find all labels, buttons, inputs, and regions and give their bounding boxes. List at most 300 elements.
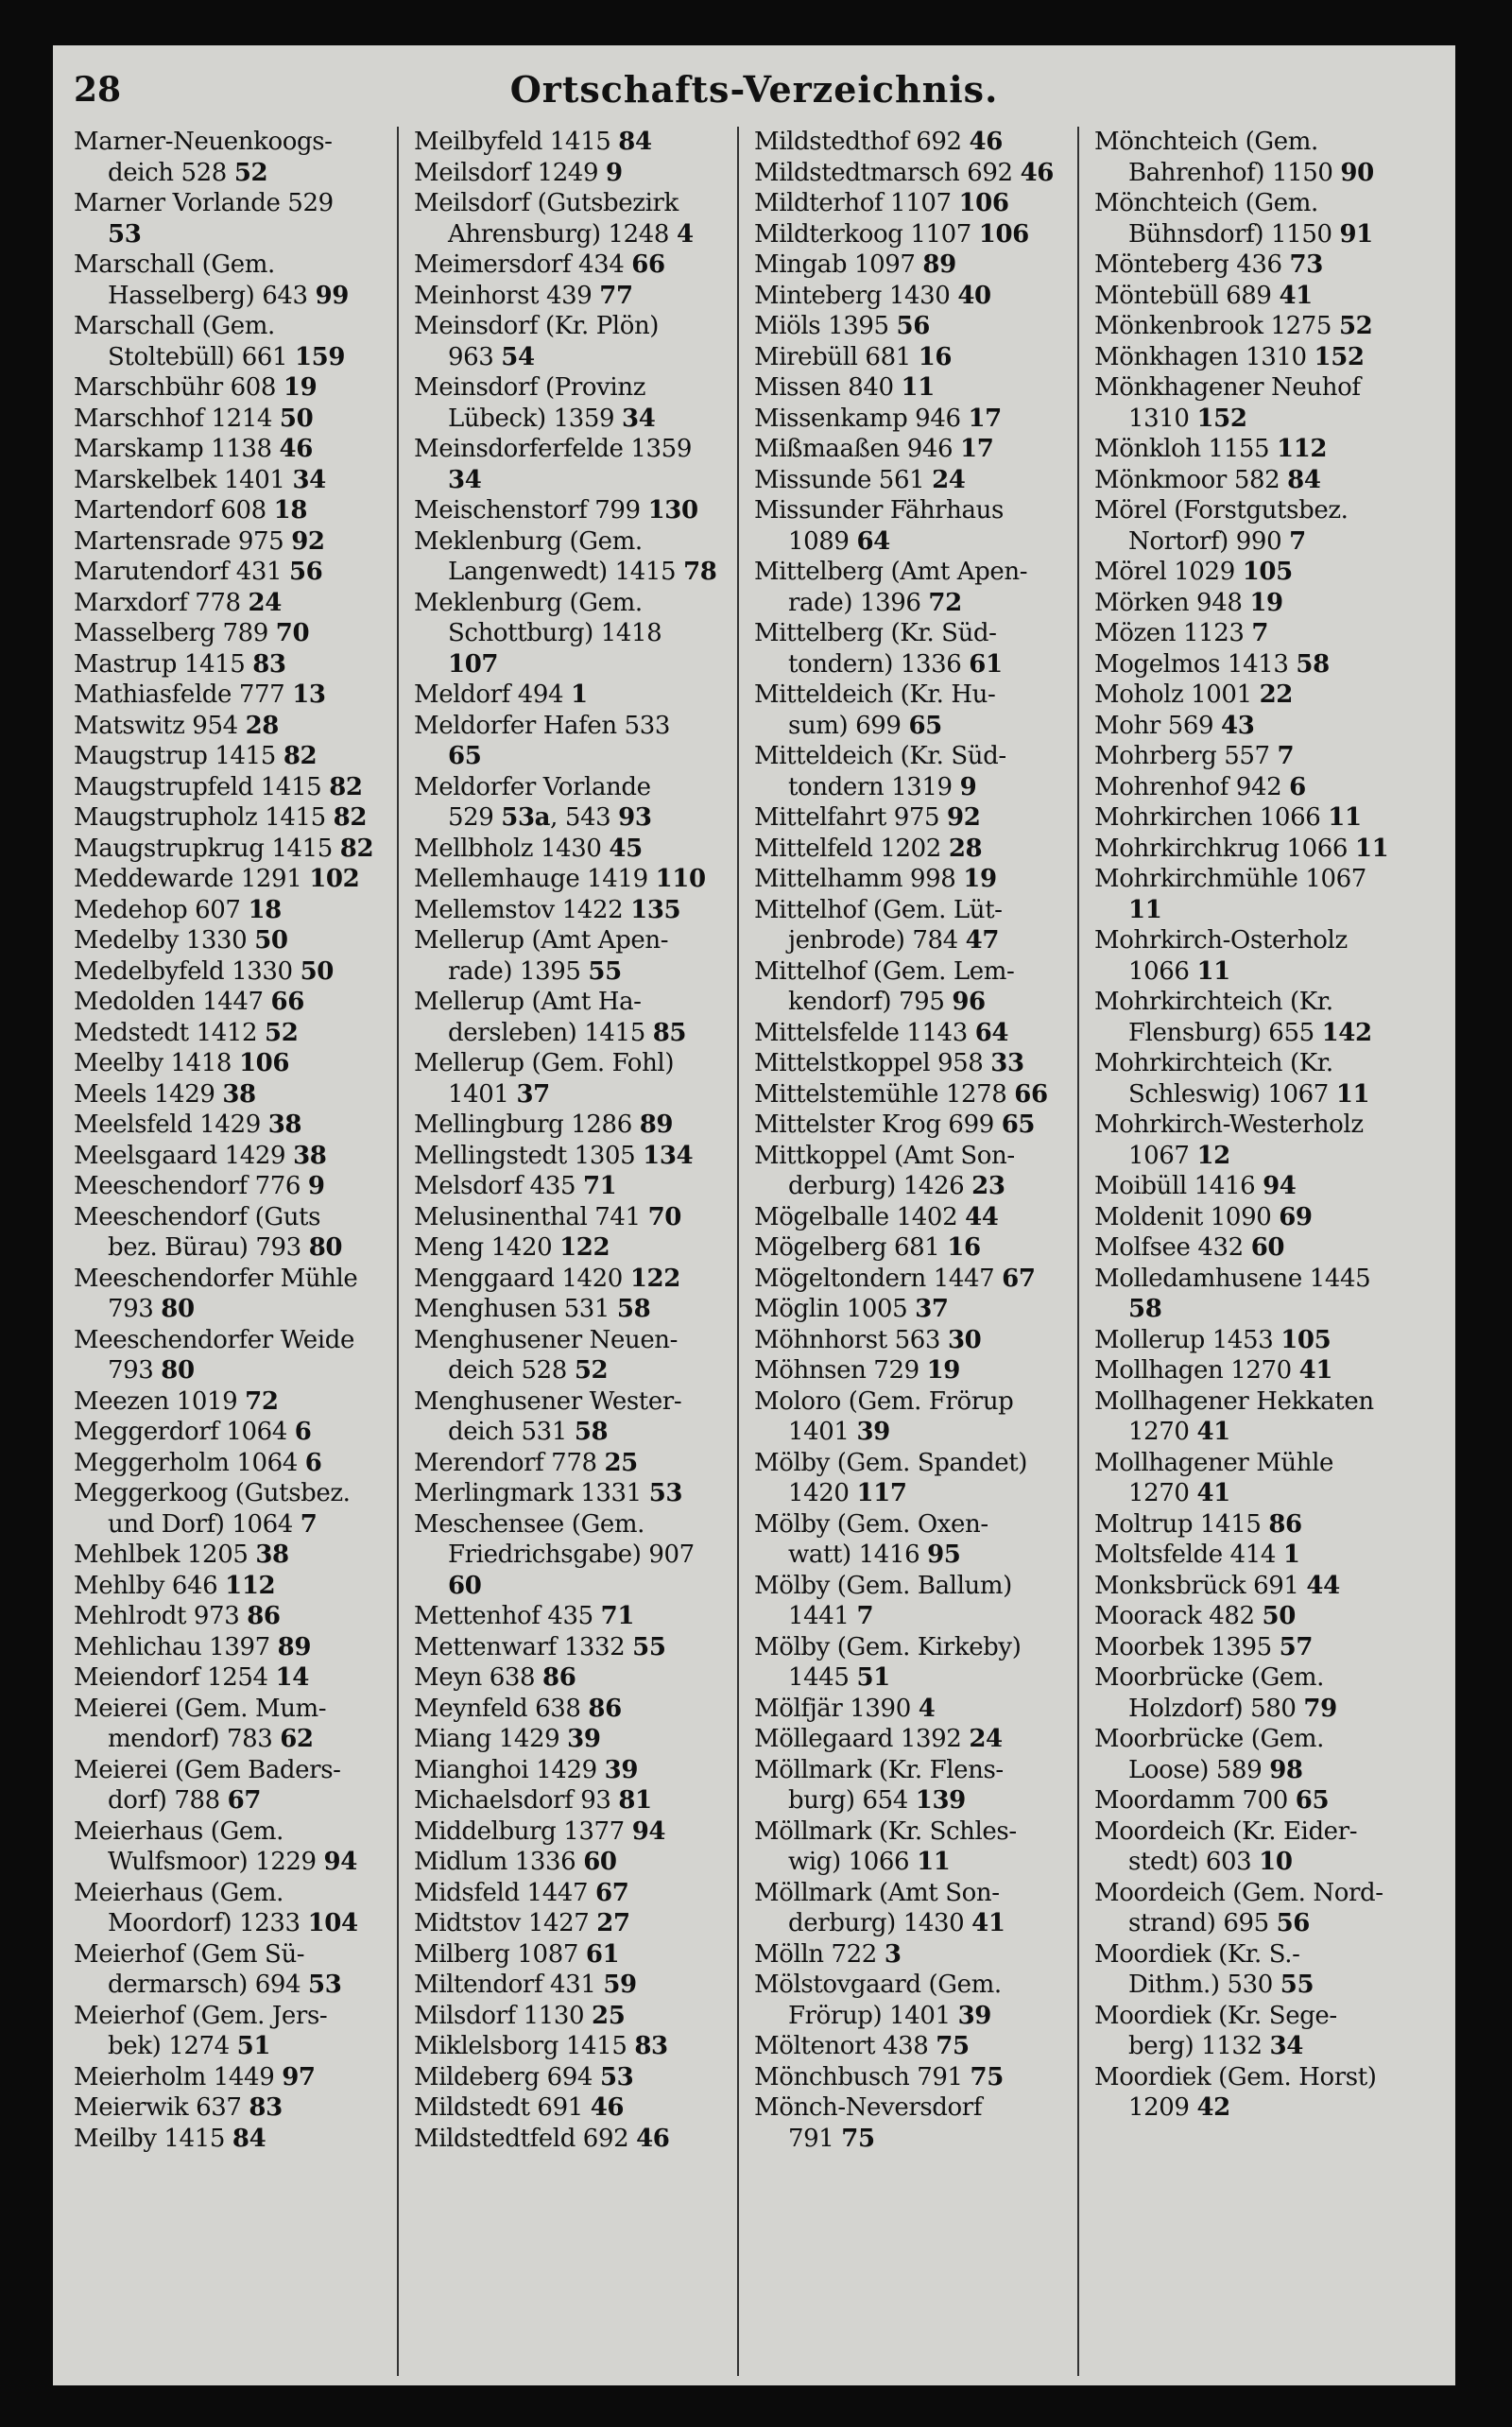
- index-entry-line: [74, 1601, 391, 1632]
- entry-text: Menghusener Wester-: [414, 1386, 682, 1416]
- entry-number: 79: [1303, 1694, 1337, 1723]
- entry-text: Melusinenthal 741: [414, 1202, 648, 1231]
- index-entry-line: [414, 1417, 731, 1448]
- index-entry-line: [754, 1141, 1072, 1172]
- index-entry-line: [1094, 250, 1414, 281]
- entry-text: Meggerdorf 1064: [74, 1418, 295, 1446]
- entry-text: Mildstedt 691: [414, 2093, 591, 2122]
- entry-number: 65: [908, 711, 942, 740]
- entry-text: Miklelsborg 1415: [414, 2032, 635, 2060]
- index-entry-line: [1094, 1478, 1414, 1509]
- entry-text: Meilbyfeld 1415: [414, 128, 619, 156]
- index-entry-line: [414, 2062, 731, 2093]
- index-entry-line: [1094, 618, 1414, 649]
- index-entry-line: [754, 1571, 1072, 1602]
- entry-number: 64: [974, 1018, 1009, 1047]
- entry-number: 46: [590, 2093, 625, 2122]
- entry-number: 117: [856, 1479, 907, 1507]
- index-entry-line: [754, 2031, 1072, 2062]
- index-entry-line: [754, 342, 1072, 373]
- entry-text: Mollhagen 1270: [1094, 1356, 1299, 1385]
- entry-text: Matswitz 954: [74, 711, 246, 740]
- entry-text: Mittelberg (Kr. Süd-: [754, 619, 997, 647]
- entry-text: berg) 1132: [1128, 2032, 1270, 2060]
- entry-number: 75: [841, 2124, 875, 2153]
- entry-number: 7: [1289, 526, 1306, 556]
- entry-text: Bahrenhof) 1150: [1128, 158, 1341, 187]
- index-entry-line: [414, 1785, 731, 1816]
- entry-number: 30: [947, 1325, 982, 1354]
- index-entry-line: [74, 434, 391, 465]
- index-entry-line: [1094, 127, 1414, 158]
- index-entry-line: [754, 834, 1072, 865]
- index-entry-line: [754, 1110, 1072, 1141]
- entry-text: Moorbrücke (Gem.: [1094, 1663, 1324, 1692]
- index-entry-line: [1094, 895, 1414, 926]
- index-entry-line: [754, 802, 1072, 834]
- entry-text: Meggerholm 1064: [74, 1448, 305, 1477]
- entry-text: Missenkamp 946: [754, 404, 969, 433]
- entry-text: Mellemhauge 1419: [414, 865, 656, 893]
- index-entry-line: [74, 1694, 391, 1725]
- entry-number: 37: [915, 1295, 949, 1323]
- index-entry-line: [754, 188, 1072, 219]
- entry-text: Lübeck) 1359: [448, 404, 622, 433]
- directory-page: [53, 45, 1455, 2385]
- entry-text: Meimersdorf 434: [414, 250, 632, 279]
- index-entry-line: [74, 895, 391, 926]
- entry-number: 70: [275, 619, 310, 647]
- index-entry-line: [74, 1816, 391, 1848]
- entry-number: 44: [1306, 1571, 1340, 1600]
- entry-number: 102: [309, 865, 360, 893]
- entry-number: 99: [315, 281, 349, 310]
- entry-text: Marskelbek 1401: [74, 465, 293, 494]
- index-entry-line: [754, 1079, 1072, 1110]
- index-entry-line: [754, 1632, 1072, 1663]
- entry-text: Middelburg 1377: [414, 1816, 632, 1846]
- entry-number: 46: [636, 2124, 670, 2153]
- entry-number: 50: [279, 404, 314, 433]
- entry-text: Mittelhof (Gem. Lüt-: [754, 895, 1003, 924]
- index-entry-line: [74, 1202, 391, 1233]
- entry-number: 135: [630, 895, 681, 924]
- entry-text: Monksbrück 691: [1094, 1571, 1307, 1600]
- index-entry-line: [414, 219, 731, 250]
- entry-number: 25: [604, 1448, 638, 1477]
- entry-number: 34: [292, 465, 326, 494]
- index-entry-line: [1094, 1448, 1414, 1479]
- entry-text: Mettenhof 435: [414, 1602, 601, 1630]
- index-entry-line: [74, 680, 391, 711]
- entry-text: tondern) 1336: [788, 649, 970, 679]
- entry-number: 46: [1020, 158, 1054, 187]
- entry-number: 75: [970, 2062, 1004, 2091]
- entry-number: 152: [1314, 342, 1365, 371]
- entry-text: Mohrenhof 942: [1094, 772, 1290, 801]
- index-entry-line: [754, 250, 1072, 281]
- entry-text: Moordiek (Kr. S.-: [1094, 1939, 1300, 1969]
- entry-text: Mohrkirchmühle 1067: [1094, 865, 1366, 893]
- entry-text: Meierhof (Gem Sü-: [74, 1939, 305, 1969]
- index-entry-line: [754, 372, 1072, 404]
- entry-text: Mohrkirchkrug 1066: [1094, 834, 1355, 863]
- index-entry-line: [414, 1724, 731, 1755]
- entry-number: 84: [232, 2124, 266, 2153]
- index-entry-line: [1094, 2001, 1414, 2032]
- entry-text: Ahrensburg) 1248: [448, 219, 677, 249]
- entry-text: dermarsch) 694: [108, 1971, 308, 1999]
- entry-text: Meierholm 1449: [74, 2062, 283, 2091]
- index-entry-line: [74, 1325, 391, 1356]
- entry-number: 52: [265, 1018, 299, 1047]
- entry-number: 94: [1263, 1172, 1297, 1200]
- entry-number: 11: [1335, 1079, 1370, 1109]
- entry-number: 24: [932, 465, 966, 494]
- index-entry-line: [414, 188, 731, 219]
- index-entry-line: [1094, 802, 1414, 834]
- entry-text: Menghusen 531: [414, 1295, 617, 1323]
- entry-number: 50: [1262, 1602, 1296, 1630]
- index-entry-line: [74, 1509, 391, 1541]
- index-entry-line: [754, 1478, 1072, 1509]
- entry-number: 139: [915, 1786, 966, 1815]
- index-entry-line: [754, 1509, 1072, 1541]
- index-entry-line: [414, 1325, 731, 1356]
- entry-text: Midlum 1336: [414, 1848, 584, 1876]
- entry-text: Mittelster Krog 699: [754, 1110, 1002, 1139]
- index-entry-line: [1094, 680, 1414, 711]
- index-entry-line: [1094, 1970, 1414, 2001]
- index-entry-line: [414, 526, 731, 558]
- index-entry-line: [414, 987, 731, 1018]
- entry-number: 62: [280, 1725, 314, 1753]
- entry-text: 1310: [1128, 404, 1197, 433]
- entry-number: 90: [1340, 158, 1374, 187]
- entry-number: 66: [270, 988, 304, 1016]
- index-entry-line: [754, 465, 1072, 496]
- entry-text: Mollerup 1453: [1094, 1325, 1281, 1354]
- index-entry-line: [1094, 772, 1414, 803]
- index-entry-line: [1094, 1386, 1414, 1418]
- entry-text: 1066: [1128, 956, 1197, 986]
- entry-text: Meldorf 494: [414, 680, 572, 709]
- entry-number: 67: [227, 1786, 262, 1815]
- entry-text: Maugstrupholz 1415: [74, 803, 334, 832]
- entry-text: Marschall (Gem.: [74, 312, 275, 340]
- entry-text: 1270: [1128, 1418, 1197, 1446]
- index-entry-line: [74, 1908, 391, 1939]
- index-entry-line: [1094, 1908, 1414, 1939]
- entry-number: 33: [990, 1049, 1024, 1077]
- index-entry-line: [74, 158, 391, 189]
- entry-text: Meelsgaard 1429: [74, 1141, 294, 1170]
- index-entry-line: [414, 495, 731, 526]
- index-entry-line: [74, 2062, 391, 2093]
- index-entry-line: [414, 618, 731, 649]
- index-entry-line: [74, 2031, 391, 2062]
- entry-text: Meels 1429: [74, 1079, 223, 1109]
- entry-text: Meng 1420: [414, 1233, 560, 1262]
- index-entry-line: [74, 772, 391, 803]
- index-entry-line: [414, 1908, 731, 1939]
- index-entry-line: [1094, 1662, 1414, 1694]
- entry-text: 1420: [788, 1479, 857, 1507]
- entry-number: 82: [333, 803, 368, 832]
- index-entry-line: [754, 1386, 1072, 1418]
- entry-number: 91: [1339, 219, 1373, 249]
- index-entry-line: [754, 741, 1072, 772]
- entry-number: 112: [1277, 435, 1328, 463]
- entry-text: Meinsdorf (Provinz: [414, 373, 645, 402]
- entry-text: 791: [788, 2124, 842, 2153]
- entry-text: Mohrberg 557: [1094, 742, 1278, 770]
- entry-text: Meierei (Gem Baders-: [74, 1755, 341, 1784]
- entry-number: 16: [947, 1233, 981, 1262]
- entry-number: 58: [1296, 649, 1330, 679]
- entry-text: Mildeberg 694: [414, 2062, 600, 2091]
- index-entry-line: [754, 1417, 1072, 1448]
- entry-number: 58: [616, 1295, 651, 1323]
- entry-text: Meierwik 637: [74, 2093, 249, 2122]
- entry-number: 6: [1289, 772, 1306, 801]
- entry-text: Masselberg 789: [74, 619, 276, 647]
- index-entry-line: [414, 434, 731, 465]
- entry-text: Meinhorst 439: [414, 281, 600, 310]
- entry-text: Meelby 1418: [74, 1049, 239, 1077]
- entry-text: Mehlbek 1205: [74, 1541, 256, 1569]
- index-entry-line: [754, 588, 1072, 619]
- index-entry-line: [414, 1878, 731, 1909]
- index-entry-line: [754, 404, 1072, 435]
- entry-number: 51: [856, 1663, 890, 1692]
- index-entry-line: [414, 711, 731, 742]
- entry-number: 50: [300, 956, 334, 986]
- index-entry-line: [754, 495, 1072, 526]
- index-entry-line: [74, 588, 391, 619]
- entry-text: Mianghoi 1429: [414, 1755, 605, 1784]
- page-title: Ortschafts-Verzeichnis.: [509, 68, 999, 111]
- entry-text: Meldorfer Hafen 533: [414, 711, 670, 740]
- index-entry-line: [74, 372, 391, 404]
- index-entry-line: [414, 1202, 731, 1233]
- entry-number: 112: [225, 1571, 276, 1600]
- index-entry-line: [74, 741, 391, 772]
- entry-text: Mönkhagen 1310: [1094, 342, 1314, 371]
- entry-number: 59: [603, 1971, 637, 1999]
- entry-number: 7: [1251, 619, 1269, 647]
- entry-number: 122: [629, 1264, 680, 1293]
- index-entry-line: [74, 1448, 391, 1479]
- index-entry-line: [414, 772, 731, 803]
- entry-text: , 543: [550, 803, 619, 832]
- entry-number: 34: [622, 404, 656, 433]
- entry-text: Miang 1429: [414, 1725, 568, 1753]
- index-entry-line: [754, 1018, 1072, 1049]
- entry-text: Maugstrupkrug 1415: [74, 834, 340, 863]
- index-entry-line: [754, 2124, 1072, 2155]
- entry-number: 38: [222, 1079, 256, 1109]
- index-entry-line: [1094, 1018, 1414, 1049]
- index-entry-line: [1094, 2092, 1414, 2124]
- index-entry-line: [754, 2001, 1072, 2032]
- entry-number: 12: [1196, 1141, 1230, 1170]
- index-entry-line: [1094, 1694, 1414, 1725]
- index-entry-line: [1094, 1571, 1414, 1602]
- entry-text: Mittelhamm 998: [754, 865, 964, 893]
- entry-text: Midsfeld 1447: [414, 1878, 595, 1907]
- entry-number: 105: [1280, 1325, 1332, 1354]
- index-entry-line: [414, 311, 731, 342]
- entry-number: 51: [236, 2032, 271, 2060]
- entry-number: 52: [233, 158, 268, 187]
- index-columns: [74, 127, 1435, 2376]
- entry-text: Mörken 948: [1094, 588, 1250, 617]
- index-entry-line: [74, 127, 391, 158]
- entry-text: burg) 654: [788, 1786, 916, 1815]
- entry-text: Menggaard 1420: [414, 1264, 630, 1293]
- entry-text: Mittelfahrt 975: [754, 803, 948, 832]
- entry-text: Moordeich (Kr. Eider-: [1094, 1816, 1358, 1846]
- entry-text: Mönchteich (Gem.: [1094, 189, 1318, 217]
- entry-text: Mölby (Gem. Ballum): [754, 1571, 1012, 1600]
- index-entry-line: [74, 188, 391, 219]
- index-entry-line: [74, 1079, 391, 1110]
- index-entry-line: [414, 1171, 731, 1202]
- entry-text: Molfsee 432: [1094, 1233, 1251, 1262]
- entry-text: derburg) 1426: [788, 1172, 972, 1200]
- entry-number: 64: [856, 526, 890, 556]
- entry-text: 1089: [788, 526, 857, 556]
- entry-number: 4: [918, 1694, 936, 1723]
- entry-number: 122: [559, 1233, 610, 1262]
- entry-text: Möllmark (Kr. Schles-: [754, 1816, 1017, 1846]
- entry-text: Friedrichsgabe) 907: [448, 1541, 695, 1569]
- index-entry-line: [74, 1294, 391, 1325]
- index-entry-line: [1094, 1232, 1414, 1264]
- entry-number: 83: [634, 2032, 668, 2060]
- entry-text: Holzdorf) 580: [1128, 1694, 1304, 1723]
- index-entry-line: [1094, 1878, 1414, 1909]
- entry-number: 53: [599, 2062, 634, 2091]
- entry-number: 56: [1276, 1909, 1310, 1937]
- entry-text: Schottburg) 1418: [448, 619, 662, 647]
- index-entry-line: [414, 1847, 731, 1878]
- entry-number: 86: [1268, 1509, 1302, 1539]
- entry-text: Mölby (Gem. Kirkeby): [754, 1632, 1022, 1661]
- entry-text: Mittelfeld 1202: [754, 834, 949, 863]
- index-entry-line: [1094, 1939, 1414, 1971]
- entry-text: Möhnsen 729: [754, 1356, 927, 1385]
- entry-number: 96: [952, 988, 986, 1016]
- entry-number: 3: [884, 1939, 902, 1969]
- entry-text: Mittelstemühle 1278: [754, 1079, 1015, 1109]
- entry-text: Miltendorf 431: [414, 1971, 604, 1999]
- entry-text: stedt) 603: [1128, 1848, 1260, 1876]
- entry-text: Medelby 1330: [74, 926, 255, 955]
- index-entry-line: [74, 1048, 391, 1079]
- index-entry-line: [74, 1386, 391, 1418]
- index-entry-line: [74, 864, 391, 895]
- entry-number: 72: [928, 588, 962, 617]
- entry-text: Mölln 722: [754, 1939, 885, 1969]
- entry-text: bez. Bürau) 793: [108, 1233, 309, 1262]
- entry-text: Meyn 638: [414, 1663, 542, 1692]
- entry-text: Moorbek 1395: [1094, 1632, 1280, 1661]
- index-entry-line: [74, 219, 391, 250]
- entry-text: derburg) 1430: [788, 1909, 972, 1937]
- index-column-4: [1094, 127, 1419, 2376]
- entry-number: 41: [1279, 281, 1313, 310]
- entry-text: Meilby 1415: [74, 2124, 232, 2153]
- entry-text: Mohrkirch-Osterholz: [1094, 926, 1348, 955]
- entry-text: Maugstrupfeld 1415: [74, 772, 330, 801]
- entry-text: Meddewarde 1291: [74, 865, 310, 893]
- index-entry-line: [1094, 1264, 1414, 1295]
- entry-number: 134: [643, 1141, 694, 1170]
- index-entry-line: [1094, 434, 1414, 465]
- entry-text: Marschhof 1214: [74, 404, 280, 433]
- entry-number: 9: [606, 158, 623, 187]
- entry-text: Mörel (Forstgutsbez.: [1094, 496, 1349, 525]
- index-entry-line: [754, 158, 1072, 189]
- index-entry-line: [754, 1970, 1072, 2001]
- entry-text: mendorf) 783: [108, 1725, 281, 1753]
- entry-text: strand) 695: [1128, 1909, 1277, 1937]
- index-entry-line: [754, 864, 1072, 895]
- entry-number: 16: [918, 342, 953, 371]
- entry-number: 69: [1279, 1202, 1313, 1231]
- entry-text: Mildstedthof 692: [754, 128, 970, 156]
- entry-text: Meggerkoog (Gutsbez.: [74, 1479, 351, 1507]
- entry-text: 1441: [788, 1602, 857, 1630]
- entry-text: 1270: [1128, 1479, 1197, 1507]
- entry-text: Moholz 1001: [1094, 680, 1260, 709]
- entry-text: Martensrade 975: [74, 526, 292, 556]
- entry-text: Miöls 1395: [754, 312, 897, 340]
- index-entry-line: [414, 1294, 731, 1325]
- index-entry-line: [74, 1755, 391, 1786]
- entry-text: Mittelsfelde 1143: [754, 1018, 975, 1047]
- entry-text: Mohrkirchen 1066: [1094, 803, 1329, 832]
- entry-text: Mittelstkoppel 958: [754, 1049, 991, 1077]
- index-entry-line: [414, 1571, 731, 1602]
- entry-text: und Dorf) 1064: [108, 1509, 301, 1539]
- entry-number: 67: [595, 1878, 629, 1907]
- entry-number: 110: [655, 865, 706, 893]
- index-entry-line: [1094, 1816, 1414, 1848]
- index-entry-line: [1094, 925, 1414, 956]
- entry-number: 53a: [501, 803, 551, 832]
- index-entry-line: [74, 925, 391, 956]
- entry-number: 39: [957, 2001, 991, 2030]
- entry-number: 56: [896, 312, 930, 340]
- entry-text: Mönchteich (Gem.: [1094, 128, 1318, 156]
- index-entry-line: [414, 372, 731, 404]
- entry-number: 27: [596, 1909, 630, 1937]
- entry-text: Möltenort 438: [754, 2032, 936, 2060]
- index-entry-line: [414, 1970, 731, 2001]
- index-entry-line: [1094, 2031, 1414, 2062]
- entry-text: Meelsfeld 1429: [74, 1110, 268, 1139]
- entry-text: Mellerup (Amt Apen-: [414, 926, 669, 955]
- entry-number: 41: [1196, 1418, 1230, 1446]
- index-entry-line: [74, 557, 391, 588]
- entry-text: Meezen 1019: [74, 1386, 246, 1416]
- entry-text: Frörup) 1401: [788, 2001, 958, 2030]
- entry-text: Mögeltondern 1447: [754, 1264, 1003, 1293]
- entry-text: Moordiek (Gem. Horst): [1094, 2062, 1377, 2091]
